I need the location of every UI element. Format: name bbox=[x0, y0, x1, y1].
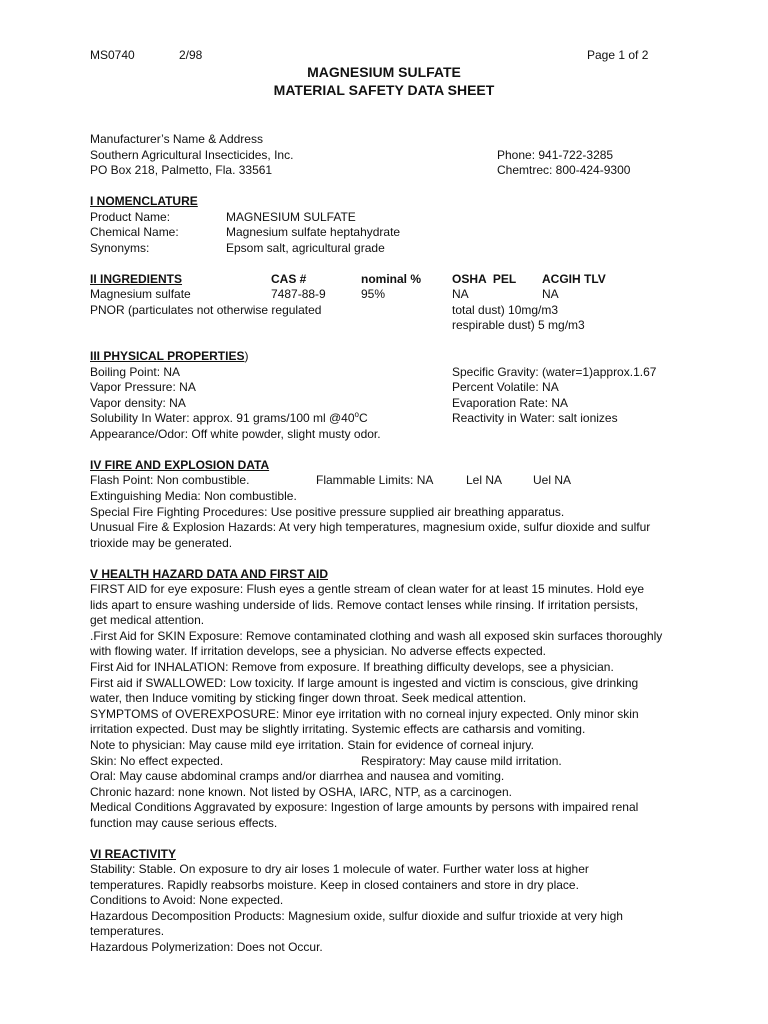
fire-lel: Lel NA bbox=[466, 473, 503, 487]
text-line: .First Aid for SKIN Exposure: Remove contaminated clothing and wash all exposed skin surfaces thoroughly bbox=[90, 628, 663, 643]
section-heading-physical bbox=[90, 349, 248, 365]
physical-property-solubility bbox=[90, 411, 368, 427]
text-line: temperatures. Rapidly reabsorbs moisture. Keep in closed containers and store in dry place. bbox=[90, 877, 579, 892]
nomenclature-label: Chemical Name: bbox=[90, 225, 179, 239]
text-line: with flowing water. If irritation develops, see a physician. No adverse effects expected. bbox=[90, 644, 547, 659]
nomenclature-value: MAGNESIUM SULFATE bbox=[226, 210, 356, 224]
reactivity-lines bbox=[90, 862, 690, 956]
ingredient-nominal: 95% bbox=[361, 287, 386, 301]
manufacturer-label: Manufacturer’s Name & Address bbox=[90, 132, 263, 146]
column-header-nominal: nominal % bbox=[361, 272, 422, 286]
physical-property: Vapor density: NA bbox=[90, 396, 186, 410]
text-line: Special Fire Fighting Procedures: Use positive pressure supplied air breathing apparatus. bbox=[90, 504, 565, 519]
ingredient-cas: 7487-88-9 bbox=[271, 287, 326, 301]
text-line: Note to physician: May cause mild eye irritation. Stain for evidence of corneal injury. bbox=[90, 737, 534, 752]
text-line: First Aid for INHALATION: Remove from exposure. If breathing difficulty develops, see a physician. bbox=[90, 659, 614, 674]
doc-date: 2/98 bbox=[179, 48, 203, 62]
text-line: Chronic hazard: none known. Not listed by OSHA, IARC, NTP, as a carcinogen. bbox=[90, 784, 512, 799]
section-heading-fire: IV FIRE AND EXPLOSION DATA bbox=[90, 458, 270, 472]
fire-flammable-limits: Flammable Limits: NA bbox=[316, 473, 434, 487]
doc-title: MAGNESIUM SULFATE bbox=[307, 64, 461, 80]
health-lines bbox=[90, 582, 690, 754]
text-line: Oral: May cause abdominal cramps and/or diarrhea and nausea and vomiting. bbox=[90, 769, 505, 783]
degree-mark: o bbox=[354, 410, 359, 419]
text-line: Extinguishing Media: Non combustible. bbox=[90, 489, 297, 503]
manufacturer-chemtrec: Chemtrec: 800-424-9300 bbox=[497, 163, 631, 177]
text-line: Unusual Fire & Explosion Hazards: At very high temperatures, magnesium oxide, sulfur dioxide and sulfur bbox=[90, 520, 651, 535]
text-line: lids apart to ensure washing underside of lids. Remove contact lenses while rinsing. If irritation persists, bbox=[90, 597, 639, 612]
text-line: Stability: Stable. On exposure to dry air loses 1 molecule of water. Further water loss at higher bbox=[90, 862, 589, 876]
text-line: irritation expected. Dust may be slightly irritating. Systemic effects are catharsis and vomiting. bbox=[90, 722, 586, 737]
text-line: temperatures. bbox=[90, 924, 165, 939]
text-line: SYMPTOMS of OVEREXPOSURE: Minor eye irritation with no corneal injury expected. Only minor skin bbox=[90, 706, 639, 721]
degree-unit: C bbox=[358, 411, 368, 425]
text-line: get medical attention. bbox=[90, 613, 205, 628]
nomenclature-value: Magnesium sulfate heptahydrate bbox=[226, 225, 401, 239]
manufacturer-address: PO Box 218, Palmetto, Fla. 33561 bbox=[90, 163, 273, 177]
column-header-osha: OSHA PEL bbox=[452, 272, 517, 286]
health-respiratory: Respiratory: May cause mild irritation. bbox=[361, 754, 562, 768]
section-heading-reactivity: VI REACTIVITY bbox=[90, 847, 177, 861]
manufacturer-name: Southern Agricultural Insecticides, Inc. bbox=[90, 148, 294, 162]
text-line: Hazardous Decomposition Products: Magnesium oxide, sulfur dioxide and sulfur trioxide at very high bbox=[90, 908, 623, 923]
text-line: trioxide may be generated. bbox=[90, 535, 233, 550]
ingredient-name: PNOR (particulates not otherwise regulated bbox=[90, 303, 322, 317]
physical-property: Appearance/Odor: Off white powder, slight musty odor. bbox=[90, 427, 381, 441]
text-line: function may cause serious effects. bbox=[90, 815, 278, 830]
text-line: Conditions to Avoid: None expected. bbox=[90, 893, 284, 908]
physical-property: Reactivity in Water: salt ionizes bbox=[452, 411, 618, 425]
ingredient-osha: respirable dust) 5 mg/m3 bbox=[452, 318, 585, 332]
physical-property: Boiling Point: NA bbox=[90, 365, 181, 379]
ingredient-osha: total dust) 10mg/m3 bbox=[452, 303, 559, 317]
section-heading-physical-text: III PHYSICAL PROPERTIES bbox=[90, 349, 245, 363]
fire-uel: Uel NA bbox=[533, 473, 572, 487]
column-header-cas: CAS # bbox=[271, 272, 307, 286]
nomenclature-label: Product Name: bbox=[90, 210, 171, 224]
section-heading-nomenclature: I NOMENCLATURE bbox=[90, 194, 198, 208]
physical-property: Percent Volatile: NA bbox=[452, 380, 559, 394]
solubility-text: Solubility In Water: approx. 91 grams/100 ml @40 bbox=[90, 411, 355, 425]
page-number: Page 1 of 2 bbox=[587, 48, 649, 62]
fire-lines bbox=[90, 489, 690, 551]
ingredient-name: Magnesium sulfate bbox=[90, 287, 191, 301]
text-line: Medical Conditions Aggravated by exposure: Ingestion of large amounts by persons with impaired renal bbox=[90, 800, 639, 815]
physical-property: Vapor Pressure: NA bbox=[90, 380, 196, 394]
doc-id: MS0740 bbox=[90, 48, 135, 62]
text-line: Hazardous Polymerization: Does not Occur. bbox=[90, 939, 323, 954]
fire-flash-point: Flash Point: Non combustible. bbox=[90, 473, 250, 487]
ingredient-osha: NA bbox=[452, 287, 469, 301]
section-heading-health: V HEALTH HAZARD DATA AND FIRST AID bbox=[90, 567, 328, 581]
section-heading-physical-suffix: ) bbox=[244, 349, 249, 363]
nomenclature-label: Synonyms: bbox=[90, 241, 150, 255]
ingredient-acgih: NA bbox=[542, 287, 559, 301]
physical-property: Evaporation Rate: NA bbox=[452, 396, 569, 410]
text-line: FIRST AID for eye exposure: Flush eyes a gentle stream of clean water for at least 15 minutes. Hold eye bbox=[90, 582, 645, 596]
doc-subtitle: MATERIAL SAFETY DATA SHEET bbox=[273, 82, 495, 98]
health-skin: Skin: No effect expected. bbox=[90, 754, 224, 768]
section-heading-ingredients: II INGREDIENTS bbox=[90, 272, 183, 286]
physical-property: Specific Gravity: (water=1)approx.1.67 bbox=[452, 365, 657, 379]
column-header-acgih: ACGIH TLV bbox=[542, 272, 606, 286]
health-lines-2 bbox=[90, 769, 690, 831]
text-line: First aid if SWALLOWED: Low toxicity. If large amount is ingested and victim is conscious, give drinking bbox=[90, 675, 639, 690]
nomenclature-value: Epsom salt, agricultural grade bbox=[226, 241, 385, 255]
text-line: water, then Induce vomiting by sticking finger down throat. Seek medical attention. bbox=[90, 691, 527, 706]
manufacturer-phone: Phone: 941-722-3285 bbox=[497, 148, 614, 162]
